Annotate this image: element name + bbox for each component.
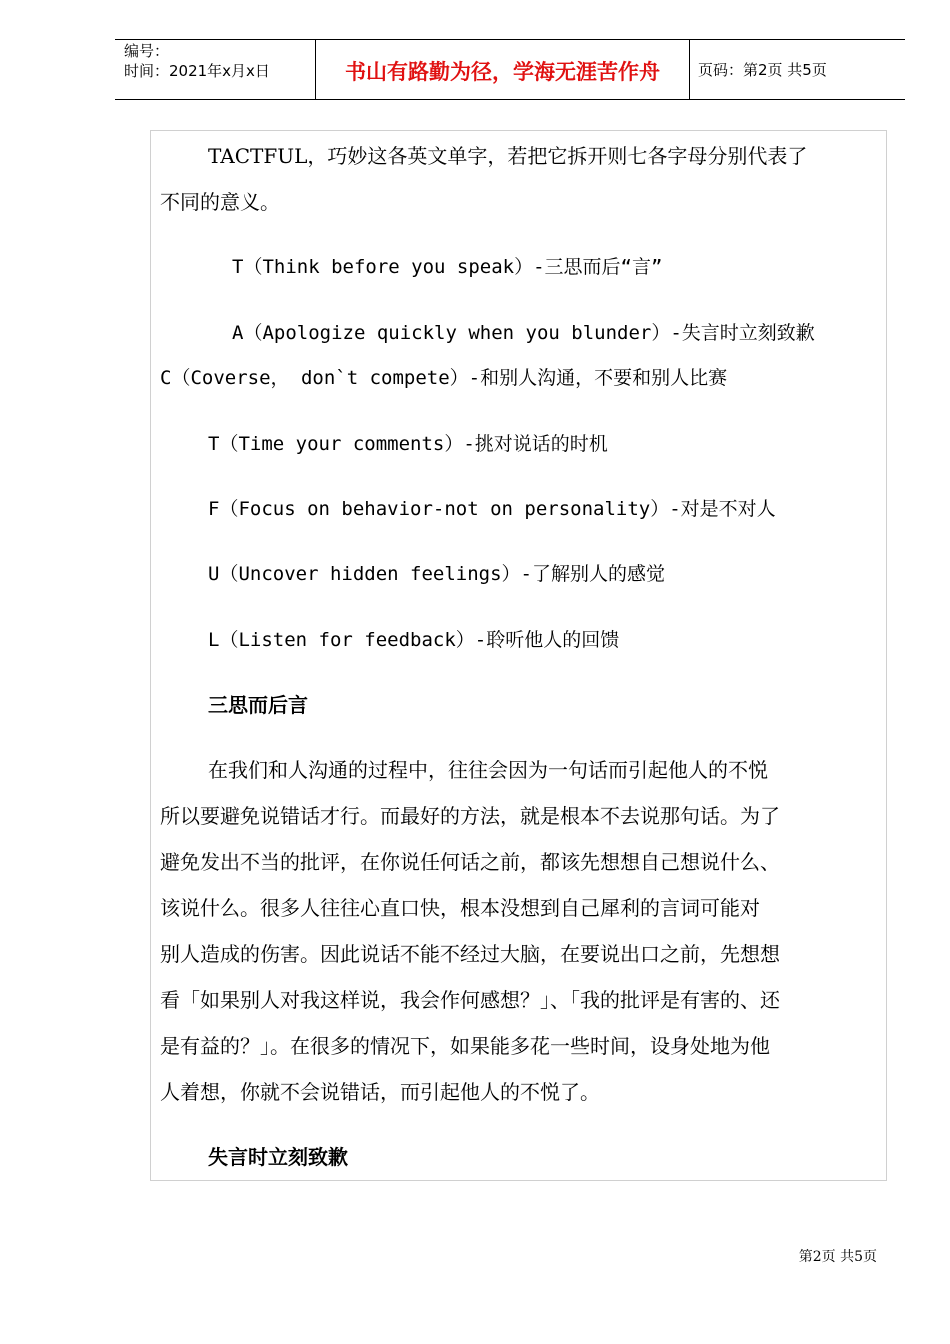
paragraph-line: 该说什么。很多人往往心直口快，根本没想到自己犀利的言词可能对	[160, 896, 760, 920]
section-heading: 失言时立刻致歉	[208, 1145, 348, 1169]
page-footer: 第2页 共5页	[798, 1249, 877, 1265]
paragraph-line: 所以要避免说错话才行。而最好的方法，就是根本不去说那句话。为了	[160, 804, 780, 828]
paragraph-line: 人着想，你就不会说错话，而引起他人的不悦了。	[160, 1080, 600, 1104]
header-motto: 书山有路勤为径，学海无涯苦作舟	[345, 60, 660, 84]
paragraph-line: 看「如果别人对我这样说，我会作何感想？」、「我的批评是有害的、还	[160, 988, 780, 1012]
content-box	[150, 130, 887, 1181]
tactful-item-a: A（Apologize quickly when you blunder）-失言时立刻致歉	[232, 322, 815, 344]
tactful-item-t-think: T（Think before you speak）-三思而后“言”	[232, 256, 663, 278]
paragraph-line: 在我们和人沟通的过程中，往往会因为一句话而引起他人的不悦	[208, 758, 768, 782]
serial-label: 编号：	[124, 42, 170, 60]
tactful-item-u: U（Uncover hidden feelings）-了解别人的感觉	[208, 563, 665, 585]
intro-line: 不同的意义。	[160, 190, 280, 214]
paragraph-line: 是有益的？」。在很多的情况下，如果能多花一些时间，设身处地为他	[160, 1034, 770, 1058]
paragraph-line: 避免发出不当的批评，在你说任何话之前，都该先想想自己想说什么、	[160, 850, 780, 874]
intro-line: TACTFUL，巧妙这各英文单字，若把它拆开则七各字母分别代表了	[208, 144, 808, 168]
tactful-item-t-time: T（Time your comments）-挑对说话的时机	[208, 433, 608, 455]
time-label: 时间：2021年x月x日	[124, 62, 270, 80]
header-divider	[689, 40, 690, 99]
header-page-info: 页码：第2页 共5页	[698, 61, 827, 79]
tactful-item-f: F（Focus on behavior-not on personality）-对是不对人	[208, 498, 776, 520]
page-header	[115, 39, 905, 100]
section-heading: 三思而后言	[208, 693, 308, 717]
header-meta	[124, 41, 270, 81]
tactful-item-c: C（Coverse， don`t compete）-和别人沟通，不要和别人比赛	[160, 367, 728, 389]
paragraph-line: 别人造成的伤害。因此说话不能不经过大脑，在要说出口之前，先想想	[160, 942, 780, 966]
tactful-item-l: L（Listen for feedback）-聆听他人的回馈	[208, 629, 620, 651]
